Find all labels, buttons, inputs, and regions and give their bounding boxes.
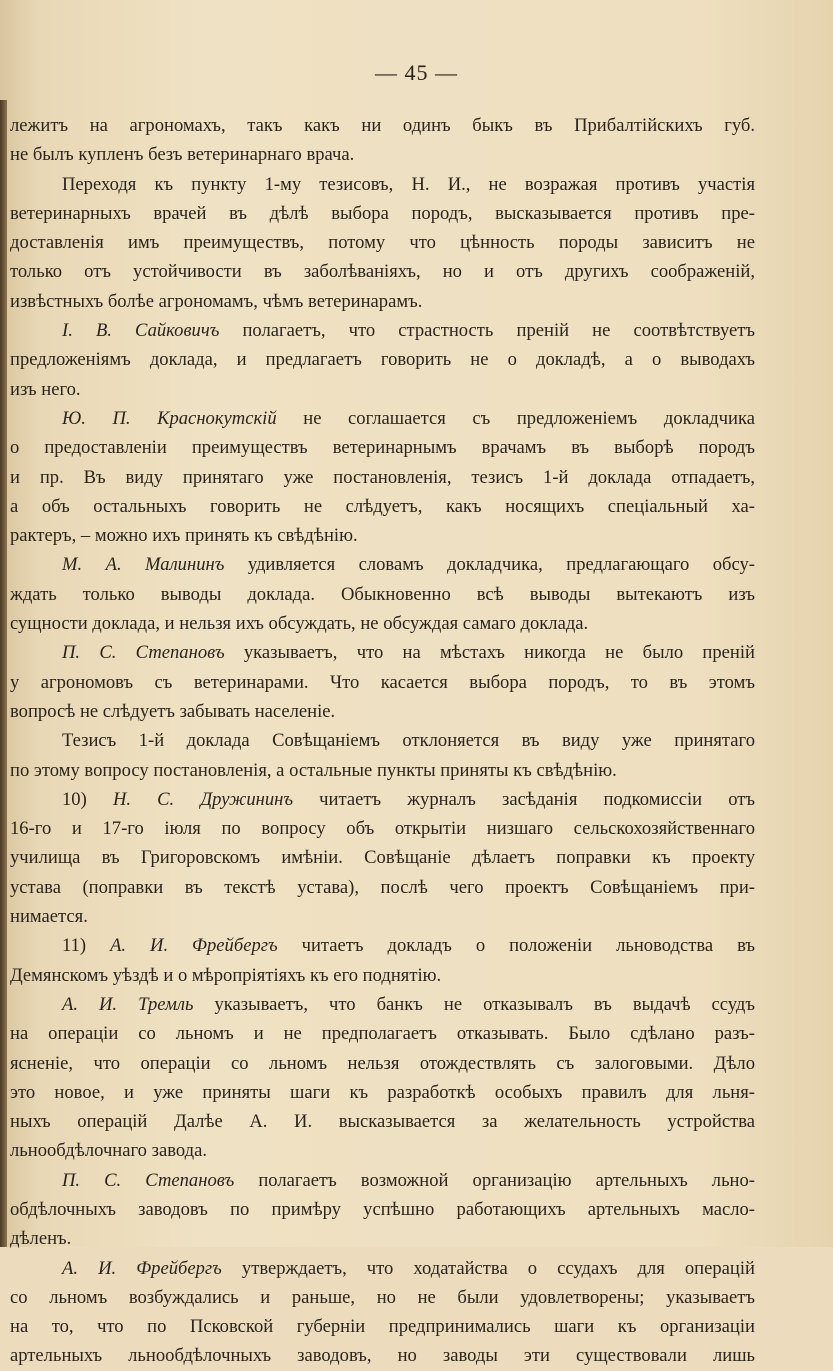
text-line [10,1078,755,1107]
text-line [10,1312,755,1341]
line-text: извѣстныхъ болѣе агрономамъ, чѣмъ ветеринарамъ. [10,290,423,312]
text-line [10,785,755,814]
item-number: 11) [62,935,111,957]
text-line [10,814,755,843]
line-text: артельныхъ льнообдѣлочныхъ заводовъ, но заводы эти существовали лишь [10,1345,755,1367]
line-text: ныхъ операцій Далѣе А. И. высказывается за желательность устройства [10,1111,755,1133]
line-text: нимается. [10,906,88,928]
line-text: удивляется словамъ докладчика, предлагающаго обсу- [224,554,755,576]
line-text: ждать только выводы доклада. Обыкновенно всѣ выводы вытекаютъ изъ [10,583,755,605]
text-line [10,638,755,667]
line-text: сущности доклада, и нельзя ихъ обсуждать, не обсуждая самаго доклада. [10,613,589,635]
speaker-name: А. И. Фрейбергъ [110,935,278,957]
line-text: указываетъ, что на мѣстахъ никогда не было преній [224,642,755,664]
text-line [10,111,755,140]
text-line [10,404,755,433]
text-line [10,1254,755,1283]
line-text: Переходя къ пункту 1-му тезисовъ, Н. И., не возражая противъ участія [62,173,755,195]
line-text: училища въ Григоровскомъ имѣніи. Совѣщаніе дѣлаетъ поправки къ проекту [10,847,755,869]
line-text: на то, что по Псковской губерніи предпринимались шаги къ организаціи [10,1316,755,1338]
text-line [10,257,755,286]
text-line [10,902,755,931]
line-text: у агрономовъ съ ветеринарами. Что касается выбора породъ, то въ этомъ [10,671,755,693]
line-text: рактеръ, – можно ихъ принять къ свѣдѣнію. [10,525,358,547]
text-line [10,492,755,521]
text-line [10,1136,755,1165]
speaker-name: П. С. Степановъ [62,642,225,664]
page-number: — 45 — [375,60,458,85]
text-line [10,961,755,990]
line-text: дѣленъ. [10,1228,72,1250]
text-line [10,726,755,755]
text-line [10,140,755,169]
text-line [10,756,755,785]
line-text: ясненіе, что операціи со льномъ нельзя отождествлять съ залоговыми. Дѣло [10,1052,755,1074]
line-text: ветеринарныхъ врачей въ дѣлѣ выбора породъ, высказывается противъ пре- [10,202,755,224]
line-text: вопросѣ не слѣдуетъ забывать населеніе. [10,700,336,722]
text-line [10,873,755,902]
line-text: и пр. Въ виду принятаго уже постановленія, тезисъ 1-й доклада отпадаетъ, [10,466,755,488]
text-line [10,199,755,228]
binding-edge [0,100,7,1247]
text-line [10,228,755,257]
text-line [10,287,755,316]
line-text: Демянскомъ уѣздѣ и о мѣропріятіяхъ къ его поднятію. [10,964,442,986]
line-text: изъ него. [10,378,81,400]
text-line [10,1019,755,1048]
text-line [10,1341,755,1370]
speaker-name: М. А. Малининъ [62,554,225,576]
line-text: льноoбдѣлочнаго завода. [10,1140,207,1162]
text-line [10,697,755,726]
body-text [10,111,755,1371]
text-line [10,843,755,872]
line-text: доставленія имъ преимуществъ, потому что цѣнность породы зависитъ не [10,232,755,254]
text-line [10,316,755,345]
text-line [10,1195,755,1224]
line-text: обдѣлочныхъ заводовъ по примѣру успѣшно работающихъ артельныхъ масло- [10,1198,755,1220]
item-number: 10) [62,788,113,810]
line-text: по этому вопросу постановленія, а остальные пункты приняты къ свѣдѣнію. [10,759,617,781]
text-line [10,1049,755,1078]
text-line [10,170,755,199]
line-text: 16-го и 17-го іюля по вопросу объ открытіи низшаго сельскохозяйственнаго [10,818,755,840]
line-text: на операціи со льномъ и не предполагаетъ отказывать. Было сдѣлано разъ- [10,1023,755,1045]
line-text: Тезисъ 1-й доклада Совѣщаніемъ отклоняется въ виду уже принятаго [62,730,755,752]
line-text: о предоставленіи преимуществъ ветеринарнымъ врачамъ въ выборѣ породъ [10,437,755,459]
line-text: не соглашается съ предложеніемъ докладчика [276,407,755,429]
text-line [10,1166,755,1195]
text-line [10,433,755,462]
line-text: полагаетъ, что страстность преній не соотвѣтствуетъ [219,320,755,342]
text-line [10,550,755,579]
line-text: читаетъ докладъ о положеніи льноводства въ [277,935,755,957]
text-line [10,931,755,960]
text-line [10,580,755,609]
line-text: только отъ устойчивости въ заболѣваніяхъ, но и отъ другихъ соображеній, [10,261,755,283]
text-line [10,990,755,1019]
line-text: со льномъ возбуждались и раньше, но не были удовлетворены; указываетъ [10,1286,755,1308]
line-text: читаетъ журналъ засѣданія подкомиссіи отъ [293,788,755,810]
line-text: лежитъ на агрономахъ, такъ какъ ни одинъ быкъ въ Прибалтійскихъ губ. [10,115,755,136]
text-line [10,375,755,404]
text-line [10,1224,755,1253]
line-text: утверждаетъ, что ходатайства о ссудахъ для операцій [221,1257,755,1279]
speaker-name: А. И. Тремль [62,993,194,1015]
speaker-name: Ю. П. Краснокутскій [62,407,277,429]
line-text: не былъ купленъ безъ ветеринарнаго врача. [10,144,355,166]
speaker-name: П. С. Степановъ [62,1169,235,1191]
text-line [10,1107,755,1136]
text-line [10,1283,755,1312]
text-line [10,345,755,374]
line-text: полагаетъ возможной организацію артельныхъ льно- [234,1169,755,1191]
speaker-name: I. В. Сайковичъ [62,320,220,342]
text-line [10,463,755,492]
line-text: указываетъ, что банкъ не отказывалъ въ выдачѣ ссудъ [193,993,755,1015]
speaker-name: Н. С. Дружининъ [112,788,294,810]
text-line [10,668,755,697]
line-text: предложеніямъ доклада, и предлагаетъ говорить не о докладѣ, а о выводахъ [10,349,755,371]
speaker-name: А. И. Фрейбергъ [62,1257,222,1279]
text-line [10,609,755,638]
text-line [10,521,755,550]
line-text: устава (поправки въ текстѣ устава), послѣ чего проектъ Совѣщаніемъ при- [10,876,755,898]
line-text: это новое, и уже приняты шаги къ разработкѣ особыхъ правилъ для льня- [10,1081,755,1103]
line-text: а объ остальныхъ говорить не слѣдуетъ, какъ носящихъ спеціальный ха- [10,495,755,517]
